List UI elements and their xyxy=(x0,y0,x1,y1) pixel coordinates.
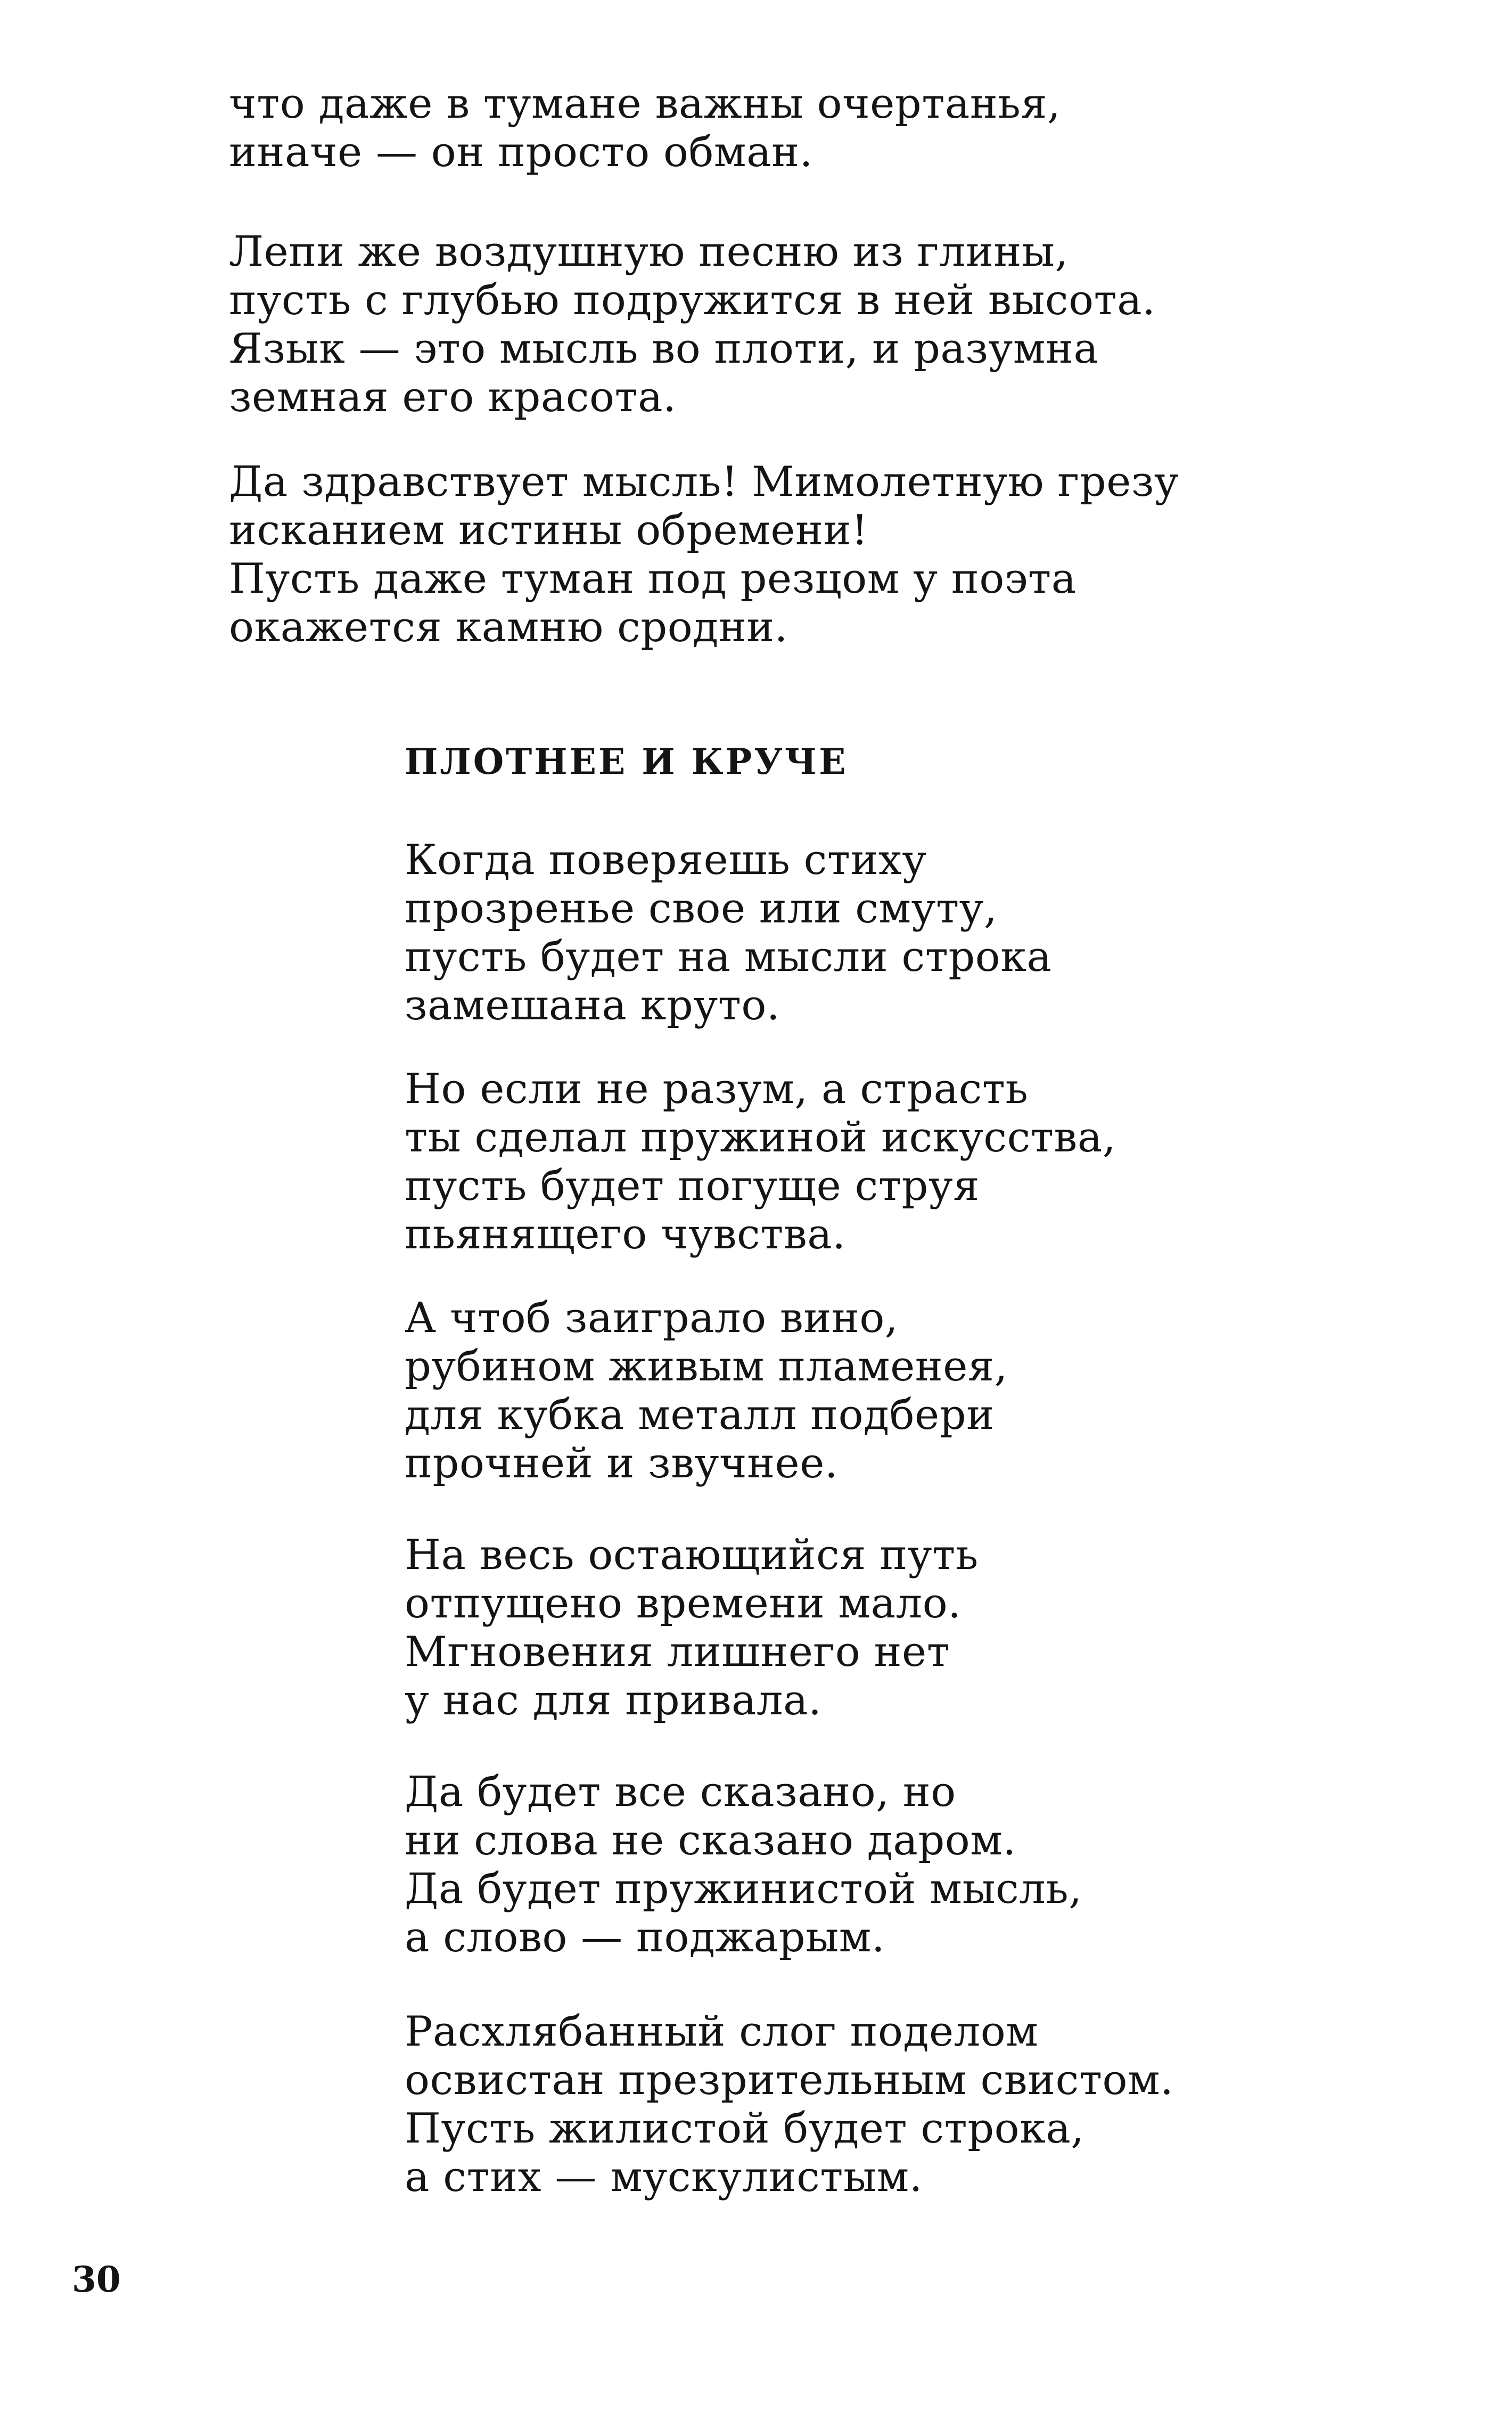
verse-line: ты сделал пружиной искусства, xyxy=(405,1114,1116,1162)
verse-line: пусть будет погуще струя xyxy=(405,1162,980,1210)
verse-line: иначе — он просто обман. xyxy=(229,128,813,176)
verse-line: Мгновения лишнего нет xyxy=(405,1628,950,1676)
verse-line: Лепи же воздушную песню из глины, xyxy=(229,228,1069,276)
verse-line: отпущено времени мало. xyxy=(405,1580,962,1628)
verse-line: прозренье свое или смуту, xyxy=(405,885,998,933)
verse-line: а стих — мускулистым. xyxy=(405,2153,923,2201)
stanza xyxy=(405,1531,979,1725)
verse-line: ни слова не сказано даром. xyxy=(405,1817,1016,1865)
verse-line: а слово — поджарым. xyxy=(405,1914,885,1961)
stanza xyxy=(229,458,1179,652)
verse-line: Расхлябанный слог поделом xyxy=(405,2008,1039,2056)
verse-line: земная его красота. xyxy=(229,373,677,421)
poem-title: ПЛОТНЕЕ И КРУЧЕ xyxy=(405,741,848,782)
stanza xyxy=(405,1768,1082,1962)
stanza xyxy=(229,228,1156,422)
stanza xyxy=(405,1065,1116,1259)
verse-line: Пусть жилистой будет строка, xyxy=(405,2105,1084,2153)
verse-line: для кубка металл подбери xyxy=(405,1391,995,1439)
verse-line: освистан презрительным свистом. xyxy=(405,2056,1174,2104)
stanza xyxy=(405,836,1052,1030)
stanza xyxy=(405,2008,1173,2202)
verse-line: исканием истины обремени! xyxy=(229,506,868,554)
verse-line: пусть будет на мысли строка xyxy=(405,933,1052,981)
verse-line: что даже в тумане важны очертанья, xyxy=(229,80,1061,128)
verse-line: замешана круто. xyxy=(405,982,780,1029)
verse-line: А чтоб заиграло вино, xyxy=(405,1294,899,1342)
verse-line: окажется камню сродни. xyxy=(229,603,788,651)
stanza xyxy=(229,80,1061,177)
verse-line: Но если не разум, а страсть xyxy=(405,1065,1029,1113)
stanza xyxy=(405,1294,1008,1488)
page-number: 30 xyxy=(72,2259,121,2300)
verse-line: прочней и звучнее. xyxy=(405,1440,839,1487)
verse-line: пьянящего чувства. xyxy=(405,1211,846,1258)
verse-line: Да здравствует мысль! Мимолетную грезу xyxy=(229,458,1179,506)
verse-line: На весь остающийся путь xyxy=(405,1531,979,1579)
verse-line: Когда поверяешь стиху xyxy=(405,836,927,884)
verse-line: у нас для привала. xyxy=(405,1677,822,1724)
verse-line: Пусть даже туман под резцом у поэта xyxy=(229,555,1077,603)
verse-line: рубином живым пламенея, xyxy=(405,1343,1008,1391)
verse-line: пусть с глубью подружится в ней высота. xyxy=(229,276,1156,324)
verse-line: Язык — это мысль во плоти, и разумна xyxy=(229,325,1099,373)
verse-line: Да будет все сказано, но xyxy=(405,1768,956,1816)
verse-line: Да будет пружинистой мысль, xyxy=(405,1865,1082,1913)
